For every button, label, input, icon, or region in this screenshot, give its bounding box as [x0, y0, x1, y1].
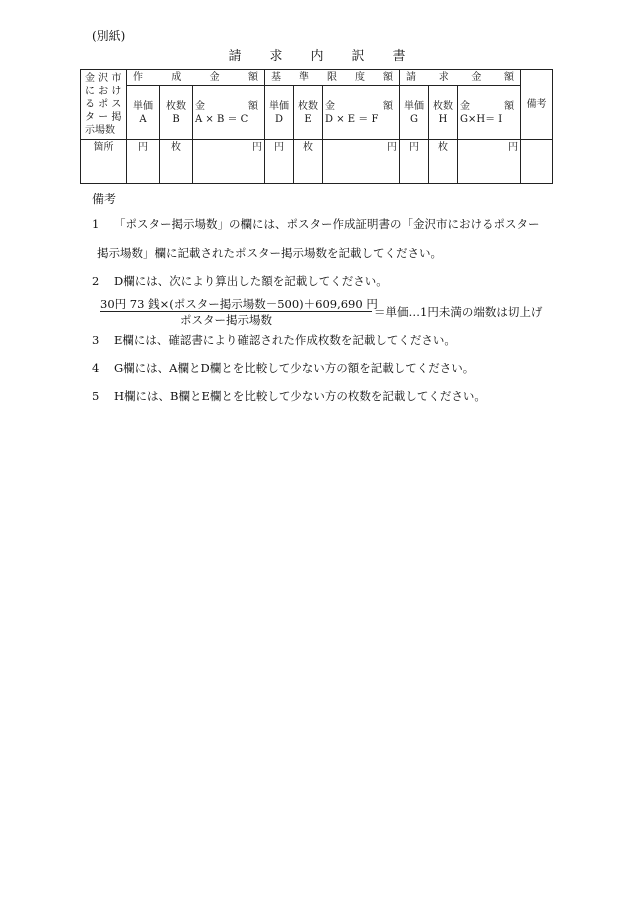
note-2	[92, 273, 388, 289]
unit-label: 円	[387, 142, 398, 153]
unit-label: 枚	[438, 142, 449, 153]
title-char: 求	[269, 49, 283, 64]
remarks-header: 備考	[521, 70, 553, 140]
attachment-label: (別紙)	[92, 29, 126, 43]
poster-board-count-header	[81, 70, 127, 140]
amount-i-cell[interactable]	[458, 140, 521, 184]
claim-amount-header: 請求金額	[400, 70, 521, 86]
amount-c-cell[interactable]	[193, 140, 265, 184]
production-amount-header: 作成金額	[127, 70, 265, 86]
note-number: 5	[92, 389, 100, 403]
amount-c-header: 金 額 A × B ＝ C	[193, 86, 265, 140]
header-line: 金 沢 市	[85, 73, 122, 84]
unit-label: 円	[508, 142, 519, 153]
title-char: 内	[310, 49, 324, 64]
unit-price-g-cell[interactable]	[400, 140, 429, 184]
page-title	[0, 45, 630, 64]
note-number: 4	[92, 361, 100, 375]
unit-label: 円	[409, 142, 420, 153]
quantity-h-header: 枚数 H	[429, 86, 458, 140]
header-line: 示場数	[85, 125, 115, 136]
unit-label: 箇所	[93, 142, 114, 153]
invoice-breakdown-table	[80, 69, 553, 184]
note-number: 3	[92, 333, 100, 347]
note-text: 「ポスター掲示場数」の欄には、ポスター作成証明書の「金沢市におけるポスター	[114, 217, 540, 231]
unit-price-a-cell[interactable]	[127, 140, 160, 184]
location-count-cell[interactable]	[81, 140, 127, 184]
unit-label: 円	[252, 142, 263, 153]
title-char: 書	[392, 49, 406, 64]
amount-i-header: 金 額 G×H＝ I	[458, 86, 521, 140]
unit-price-d-cell[interactable]	[265, 140, 294, 184]
note-text: H欄には、B欄とE欄とを比較して少ない方の枚数を記載してください。	[114, 389, 486, 403]
quantity-e-header: 枚数 E	[294, 86, 323, 140]
note-4	[92, 360, 474, 376]
quantity-b-header: 枚数 B	[160, 86, 193, 140]
formula-denominator: ポスター掲示場数	[180, 313, 272, 327]
unit-label: 円	[274, 142, 285, 153]
unit-label: 円	[138, 142, 148, 153]
quantity-h-cell[interactable]	[429, 140, 458, 184]
unit-price-g-header: 単価 G	[400, 86, 429, 140]
amount-f-cell[interactable]	[323, 140, 400, 184]
note-text: D欄には、次により算出した額を記載してください。	[114, 274, 388, 288]
formula-numerator: 30円 73 銭×(ポスター掲示場数－500)＋609,690 円	[100, 297, 378, 311]
header-line: に お け	[85, 86, 122, 97]
title-char: 訳	[351, 49, 365, 64]
quantity-b-cell[interactable]	[160, 140, 193, 184]
title-char: 請	[228, 49, 242, 64]
standard-limit-header: 基準限度額	[265, 70, 400, 86]
header-line: タ ー 掲	[85, 112, 122, 123]
unit-label: 枚	[303, 142, 314, 153]
notes-heading: 備考	[92, 192, 117, 206]
note-number: 2	[92, 274, 100, 288]
note-text: G欄には、A欄とD欄とを比較して少ない方の額を記載してください。	[114, 361, 475, 375]
header-line: る ポ ス	[85, 99, 122, 110]
note-number: 1	[92, 217, 100, 231]
note-5	[92, 388, 486, 404]
note-3	[92, 332, 456, 348]
unit-price-d-header: 単価 D	[265, 86, 294, 140]
note-1-continuation: 掲示場数」欄に記載されたポスター掲示場数を記載してください。	[97, 246, 442, 260]
amount-f-header: 金 額 D × E ＝ F	[323, 86, 400, 140]
unit-label: 枚	[171, 142, 181, 153]
remarks-cell[interactable]	[521, 140, 553, 184]
unit-price-a-header: 単価 A	[127, 86, 160, 140]
formula-result: ＝単価…1円未満の端数は切上げ	[374, 305, 543, 319]
note-text: E欄には、確認書により確認された作成枚数を記載してください。	[114, 333, 456, 347]
quantity-e-cell[interactable]	[294, 140, 323, 184]
note-1	[92, 216, 540, 232]
